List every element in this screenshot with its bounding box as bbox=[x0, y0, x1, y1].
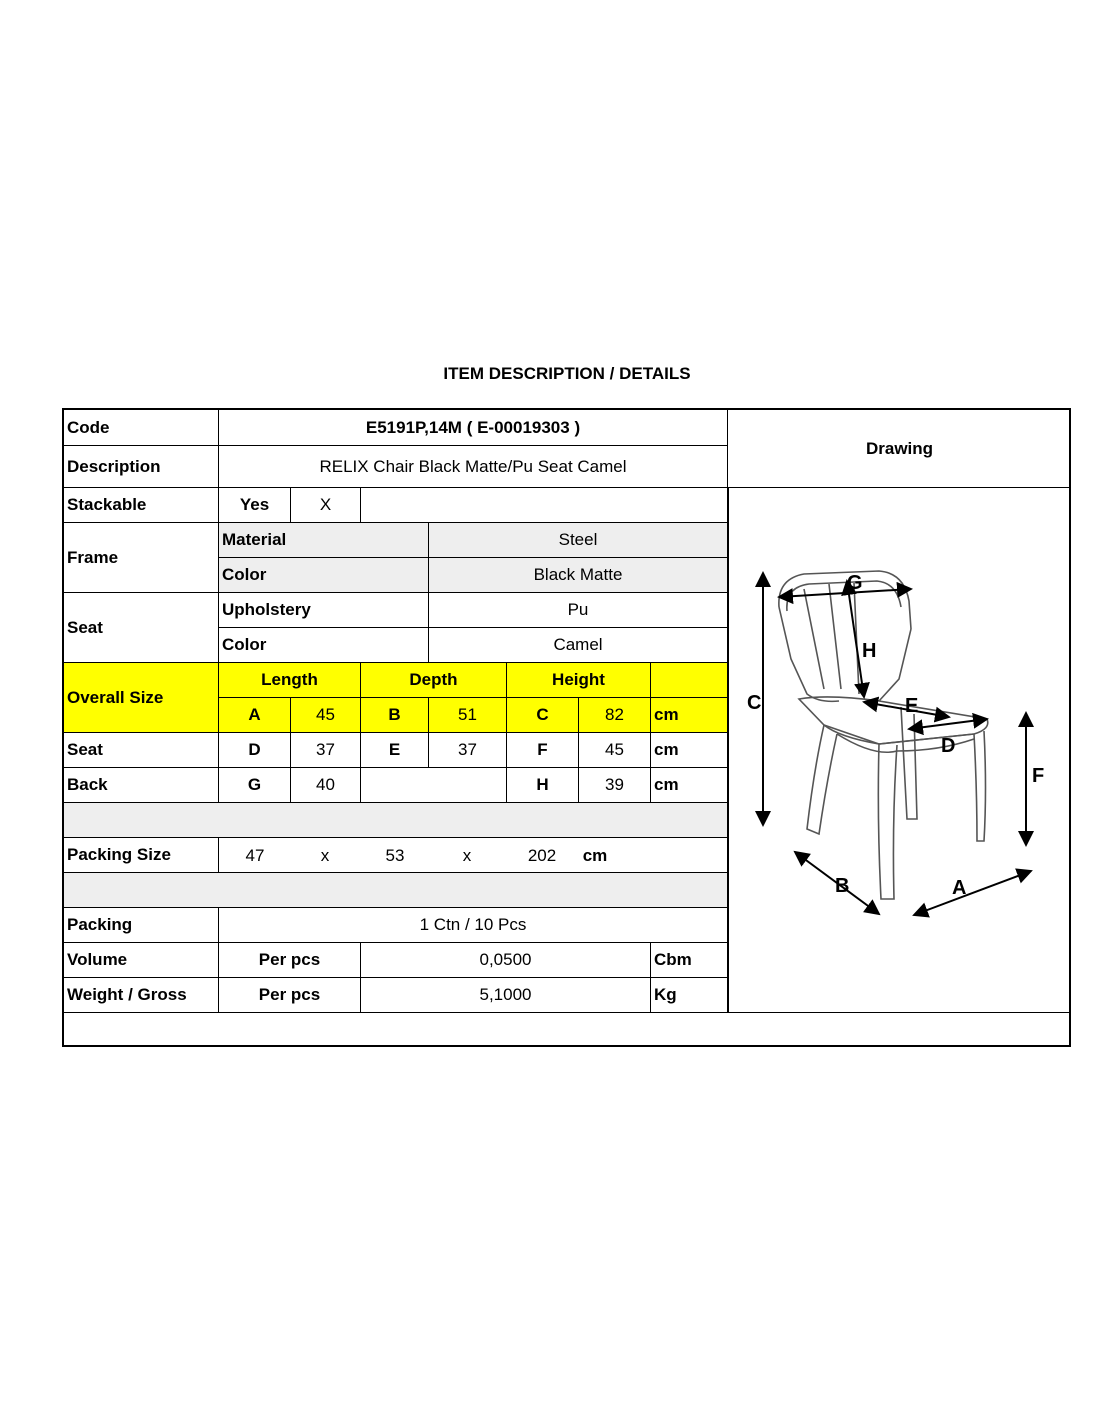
label-h: H bbox=[862, 640, 877, 662]
packing-width: 53 bbox=[385, 846, 405, 865]
seat-color-label: Color bbox=[219, 628, 429, 663]
back-size-label: Back bbox=[64, 768, 219, 803]
back-size-empty bbox=[361, 768, 507, 803]
packing-value: 1 Ctn / 10 Pcs bbox=[219, 908, 728, 943]
stackable-label: Stackable bbox=[64, 488, 219, 523]
volume-per: Per pcs bbox=[219, 943, 361, 978]
dim-value-e: 37 bbox=[429, 733, 507, 768]
dim-key-h: H bbox=[507, 768, 579, 803]
frame-label: Frame bbox=[64, 523, 219, 593]
separator-row bbox=[64, 803, 728, 838]
code-value: E5191P,14M ( E-00019303 ) bbox=[219, 410, 728, 446]
label-f: F bbox=[1032, 765, 1045, 787]
frame-color-label: Color bbox=[219, 558, 429, 593]
dim-key-g: G bbox=[219, 768, 291, 803]
dim-value-a: 45 bbox=[291, 698, 361, 733]
back-size-unit: cm bbox=[651, 768, 728, 803]
dim-value-b: 51 bbox=[429, 698, 507, 733]
description-label: Description bbox=[64, 446, 219, 488]
seat-color-value: Camel bbox=[429, 628, 728, 663]
drawing-header: Drawing bbox=[728, 410, 1071, 488]
depth-header: Depth bbox=[361, 663, 507, 698]
stackable-empty bbox=[361, 488, 728, 523]
packing-label: Packing bbox=[64, 908, 219, 943]
length-header: Length bbox=[219, 663, 361, 698]
dim-key-f: F bbox=[507, 733, 579, 768]
page-title: ITEM DESCRIPTION / DETAILS bbox=[443, 364, 691, 383]
dim-key-b: B bbox=[361, 698, 429, 733]
description-value: RELIX Chair Black Matte/Pu Seat Camel bbox=[219, 446, 728, 488]
label-c: C bbox=[747, 692, 762, 714]
packing-length: 47 bbox=[245, 846, 265, 865]
dim-value-d: 37 bbox=[291, 733, 361, 768]
code-label: Code bbox=[64, 410, 219, 446]
packing-x1: x bbox=[320, 846, 330, 865]
dim-value-c: 82 bbox=[579, 698, 651, 733]
overall-unit-header bbox=[651, 663, 728, 698]
frame-color-value: Black Matte bbox=[429, 558, 728, 593]
stackable-value: Yes bbox=[219, 488, 291, 523]
label-g: G bbox=[847, 572, 863, 594]
seat-size-label: Seat bbox=[64, 733, 219, 768]
stackable-mark: X bbox=[291, 488, 361, 523]
seat-spec-label: Seat bbox=[64, 593, 219, 663]
dim-value-g: 40 bbox=[291, 768, 361, 803]
packing-size-label: Packing Size bbox=[64, 838, 219, 873]
volume-value: 0,0500 bbox=[361, 943, 651, 978]
dim-value-h: 39 bbox=[579, 768, 651, 803]
dim-value-f: 45 bbox=[579, 733, 651, 768]
volume-label: Volume bbox=[64, 943, 219, 978]
dim-key-e: E bbox=[361, 733, 429, 768]
bottom-rule bbox=[64, 1012, 1069, 1013]
dim-key-d: D bbox=[219, 733, 291, 768]
label-d: D bbox=[941, 735, 956, 757]
upholstery-value: Pu bbox=[429, 593, 728, 628]
spec-table bbox=[62, 408, 1071, 1047]
dim-key-a: A bbox=[219, 698, 291, 733]
weight-per: Per pcs bbox=[219, 978, 361, 1013]
label-b: B bbox=[835, 875, 850, 897]
packing-size-values bbox=[219, 838, 728, 873]
packing-size-unit: cm bbox=[582, 846, 608, 865]
overall-unit: cm bbox=[651, 698, 728, 733]
weight-unit: Kg bbox=[651, 978, 728, 1013]
height-header: Height bbox=[507, 663, 651, 698]
packing-height: 202 bbox=[527, 846, 557, 865]
frame-material-value: Steel bbox=[429, 523, 728, 558]
dim-key-c: C bbox=[507, 698, 579, 733]
packing-x2: x bbox=[462, 846, 472, 865]
weight-label: Weight / Gross bbox=[64, 978, 219, 1013]
chair-drawing bbox=[729, 489, 1069, 1012]
label-e: E bbox=[905, 695, 919, 717]
seat-size-unit: cm bbox=[651, 733, 728, 768]
upholstery-label: Upholstery bbox=[219, 593, 429, 628]
label-a: A bbox=[952, 877, 967, 899]
overall-size-label: Overall Size bbox=[64, 663, 219, 733]
volume-unit: Cbm bbox=[651, 943, 728, 978]
weight-value: 5,1000 bbox=[361, 978, 651, 1013]
frame-material-label: Material bbox=[219, 523, 429, 558]
separator-row bbox=[64, 873, 728, 908]
